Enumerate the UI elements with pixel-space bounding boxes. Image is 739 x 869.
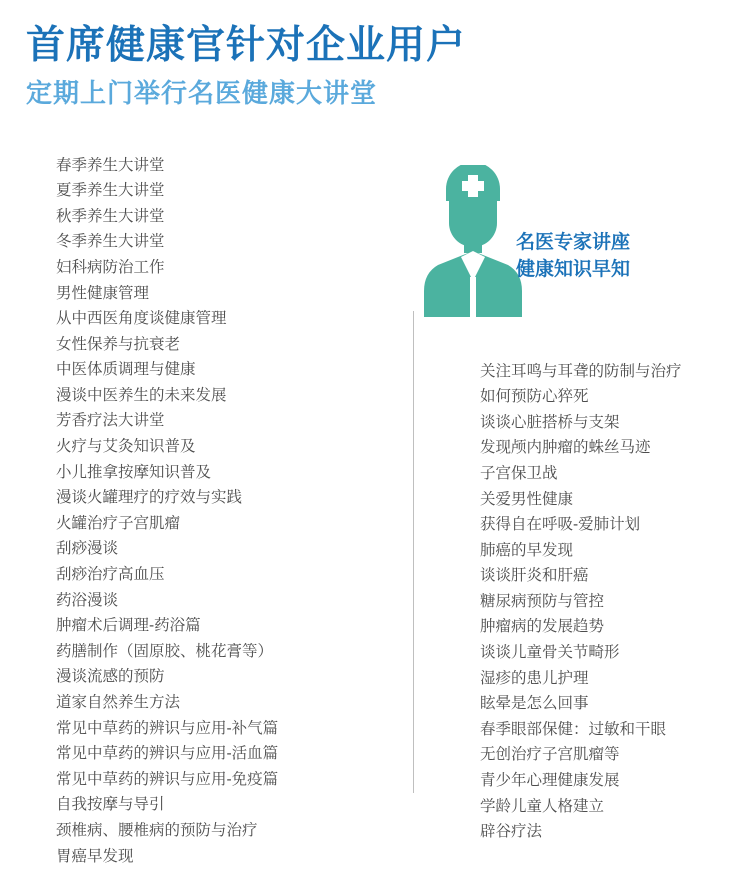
list-item: 刮痧治疗高血压	[56, 566, 165, 584]
list-item: 眩晕是怎么回事	[480, 695, 589, 713]
list-item: 从中西医角度谈健康管理	[56, 310, 227, 328]
list-item: 芳香疗法大讲堂	[56, 412, 165, 430]
list-item: 秋季养生大讲堂	[56, 207, 165, 225]
list-item: 谈谈心脏搭桥与支架	[480, 413, 620, 431]
list-item: 漫谈火罐理疗的疗效与实践	[56, 489, 243, 507]
illustration-caption-line2: 健康知识早知	[516, 258, 631, 280]
list-item: 肿瘤术后调理-药浴篇	[56, 617, 201, 635]
list-item: 漫谈流感的预防	[56, 668, 165, 686]
list-item: 火疗与艾灸知识普及	[56, 438, 196, 456]
list-item: 湿疹的患儿护理	[480, 669, 589, 687]
illustration-caption	[516, 229, 630, 283]
list-item: 女性保养与抗衰老	[56, 335, 181, 353]
list-item: 常见中草药的辨识与应用-补气篇	[56, 719, 279, 737]
list-item: 春季眼部保健：过敏和干眼	[480, 720, 667, 738]
list-item: 漫谈中医养生的未来发展	[56, 386, 227, 404]
list-item: 如何预防心猝死	[480, 388, 589, 406]
list-item: 学龄儿童人格建立	[480, 797, 605, 815]
list-item: 小儿推拿按摩知识普及	[56, 463, 212, 481]
illustration-caption-line1: 名医专家讲座	[516, 231, 631, 253]
list-item: 辟谷疗法	[480, 823, 543, 841]
list-item: 谈谈儿童骨关节畸形	[480, 644, 620, 662]
list-item: 药浴漫谈	[56, 591, 119, 609]
list-item: 中医体质调理与健康	[56, 361, 196, 379]
doctor-figure-icon	[418, 165, 528, 325]
topic-list-right	[480, 359, 730, 845]
list-item: 肺癌的早发现	[480, 541, 574, 559]
topic-list-left	[56, 153, 386, 869]
list-item: 糖尿病预防与管控	[480, 592, 605, 610]
list-item: 春季养生大讲堂	[56, 156, 165, 174]
page-subtitle: 定期上门举行名医健康大讲堂	[26, 77, 378, 108]
list-item: 获得自在呼吸-爱肺计划	[480, 516, 641, 534]
list-item: 男性健康管理	[56, 284, 150, 302]
list-item: 谈谈肝炎和肝癌	[480, 567, 589, 585]
list-item: 关爱男性健康	[480, 490, 574, 508]
list-item: 自我按摩与导引	[56, 796, 165, 814]
illustration-block	[418, 165, 718, 345]
list-item: 刮痧漫谈	[56, 540, 119, 558]
list-item: 青少年心理健康发展	[480, 772, 620, 790]
list-item: 火罐治疗子宫肌瘤	[56, 514, 181, 532]
list-item: 冬季养生大讲堂	[56, 233, 165, 251]
list-item: 妇科病防治工作	[56, 258, 165, 276]
list-item: 夏季养生大讲堂	[56, 182, 165, 200]
list-item: 发现颅内肿瘤的蛛丝马迹	[480, 439, 651, 457]
list-item: 常见中草药的辨识与应用-活血篇	[56, 745, 279, 763]
page-title: 首席健康官针对企业用户	[26, 24, 467, 67]
content-area	[0, 153, 739, 865]
column-divider	[413, 311, 414, 793]
list-item: 常见中草药的辨识与应用-免疫篇	[56, 770, 279, 788]
list-item: 关注耳鸣与耳聋的防制与治疗	[480, 362, 682, 380]
list-item: 无创治疗子宫肌瘤等	[480, 746, 620, 764]
list-item: 药膳制作（固原胶、桃花膏等）	[56, 642, 274, 660]
header	[0, 0, 739, 111]
list-item: 胃癌早发现	[56, 847, 134, 865]
list-item: 道家自然养生方法	[56, 694, 181, 712]
list-item: 子宫保卫战	[480, 464, 558, 482]
list-item: 肿瘤病的发展趋势	[480, 618, 605, 636]
list-item: 颈椎病、腰椎病的预防与治疗	[56, 821, 258, 839]
